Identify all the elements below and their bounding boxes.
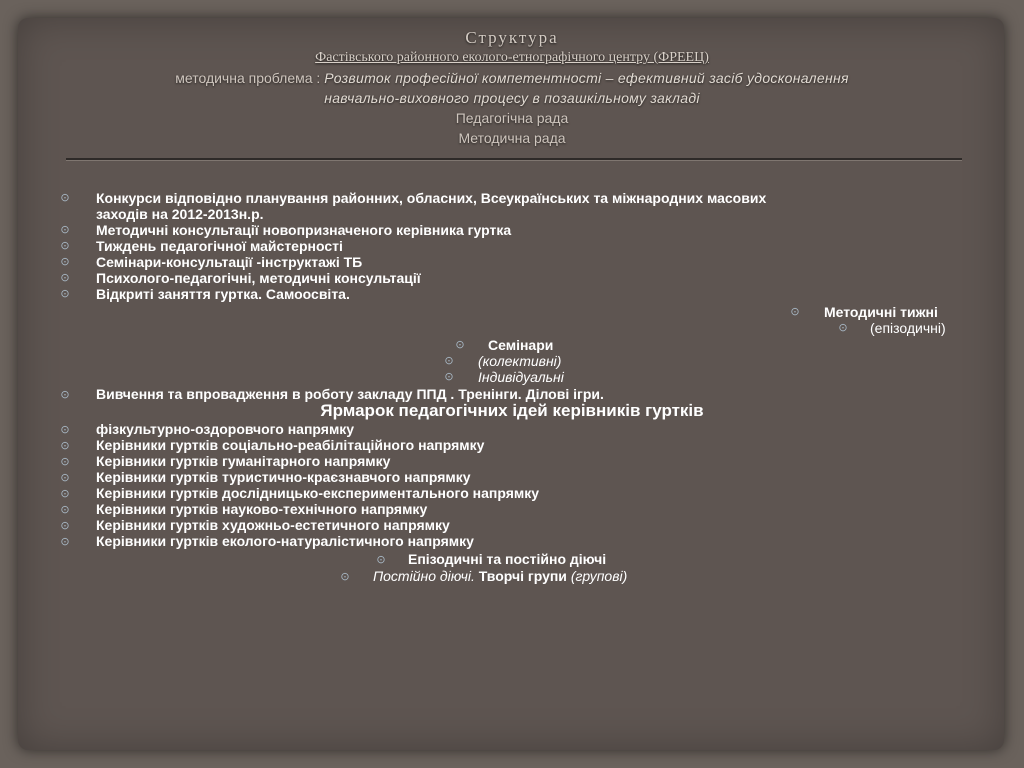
bullet-icon: ⊙ (838, 322, 848, 334)
bullet-icon: ⊙ (60, 224, 70, 236)
bullet-icon: ⊙ (60, 256, 70, 268)
slide-header (60, 28, 964, 148)
bullet-icon: ⊙ (340, 571, 350, 583)
list-item: Методичні консультації новопризначеного керівника гуртка (96, 222, 512, 238)
bullet-icon: ⊙ (60, 456, 70, 468)
bullet-icon: ⊙ (60, 440, 70, 452)
bullet-icon: ⊙ (60, 472, 70, 484)
bullet-icon: ⊙ (60, 389, 70, 401)
header-divider (66, 158, 962, 161)
center-name: Фастівського районного еколого-етнографічного центру (ФРЕЕЦ) (315, 50, 709, 65)
seminars-collective: (колективні) (478, 353, 562, 369)
bullet-icon: ⊙ (60, 536, 70, 548)
bullet-icon: ⊙ (60, 504, 70, 516)
list-item: Психолого-педагогічні, методичні консультації (96, 270, 421, 286)
direction-item: Керівники гуртків еколого-натуралістичного напрямку (96, 533, 474, 549)
bullet-icon: ⊙ (60, 488, 70, 500)
pedagogical-council: Педагогічна рада (455, 110, 569, 126)
bullet-icon: ⊙ (60, 288, 70, 300)
methodical-problem-cont (60, 88, 964, 108)
direction-item: Керівники гуртків соціально-реабілітаційного напрямку (96, 437, 485, 453)
problem-text-1: Розвиток професійної компетентності – ефективний засіб удосконалення (324, 70, 849, 86)
bullet-icon: ⊙ (60, 240, 70, 252)
methodical-problem (60, 68, 964, 88)
methodical-weeks-title: Методичні тижні (824, 304, 938, 320)
methodical-weeks-note: (епізодичні) (870, 320, 946, 336)
bullet-icon: ⊙ (60, 520, 70, 532)
list-item: Тиждень педагогічної майстерності (96, 238, 343, 254)
study-line: Вивчення та впровадження в роботу закладу ППД . Тренінги. Ділові ігри. (96, 386, 604, 402)
groups-creative: Творчі групи (478, 568, 567, 584)
bullet-icon: ⊙ (60, 192, 70, 204)
direction-item: Керівники гуртків туристично-краєзнавчого напрямку (96, 469, 471, 485)
bullet-icon: ⊙ (376, 554, 386, 566)
seminars-title: Семінари (488, 337, 554, 353)
direction-item: Керівники гуртків дослідницько-експериментального напрямку (96, 485, 540, 501)
methodical-council: Методична рада (458, 130, 566, 146)
groups-type: (групові) (570, 568, 628, 584)
bullet-icon: ⊙ (790, 306, 800, 318)
bullet-icon: ⊙ (444, 355, 454, 367)
list-item: Конкурси відповідно планування районних, обласних, Всеукраїнських та міжнародних масових (96, 190, 767, 206)
groups-title: Епізодичні та постійно діючі (408, 551, 607, 567)
list-item: Відкриті заняття гуртка. Самоосвіта. (96, 286, 350, 302)
list-item: заходів на 2012-2013н.р. (96, 206, 264, 222)
slide-title: Структура (465, 28, 559, 47)
groups-permanent: Постійно діючі. (373, 568, 475, 584)
fair-title: Ярмарок педагогічних ідей керівників гуртків (320, 401, 704, 420)
seminars-individual: Індивідуальні (478, 369, 564, 385)
groups-line (373, 568, 627, 584)
bullet-icon: ⊙ (455, 339, 465, 351)
bullet-icon: ⊙ (60, 272, 70, 284)
problem-label: методична проблема : (175, 70, 321, 86)
direction-item: Керівники гуртків науково-технічного напрямку (96, 501, 428, 517)
problem-text-2: навчально-виховного процесу в позашкільному закладі (324, 90, 700, 106)
direction-item: фізкультурно-оздоровчого напрямку (96, 421, 355, 437)
direction-item: Керівники гуртків гуманітарного напрямку (96, 453, 391, 469)
direction-item: Керівники гуртків художньо-естетичного напрямку (96, 517, 450, 533)
list-item: Семінари-консультації -інструктажі ТБ (96, 254, 363, 270)
bullet-icon: ⊙ (444, 371, 454, 383)
bullet-icon: ⊙ (60, 424, 70, 436)
